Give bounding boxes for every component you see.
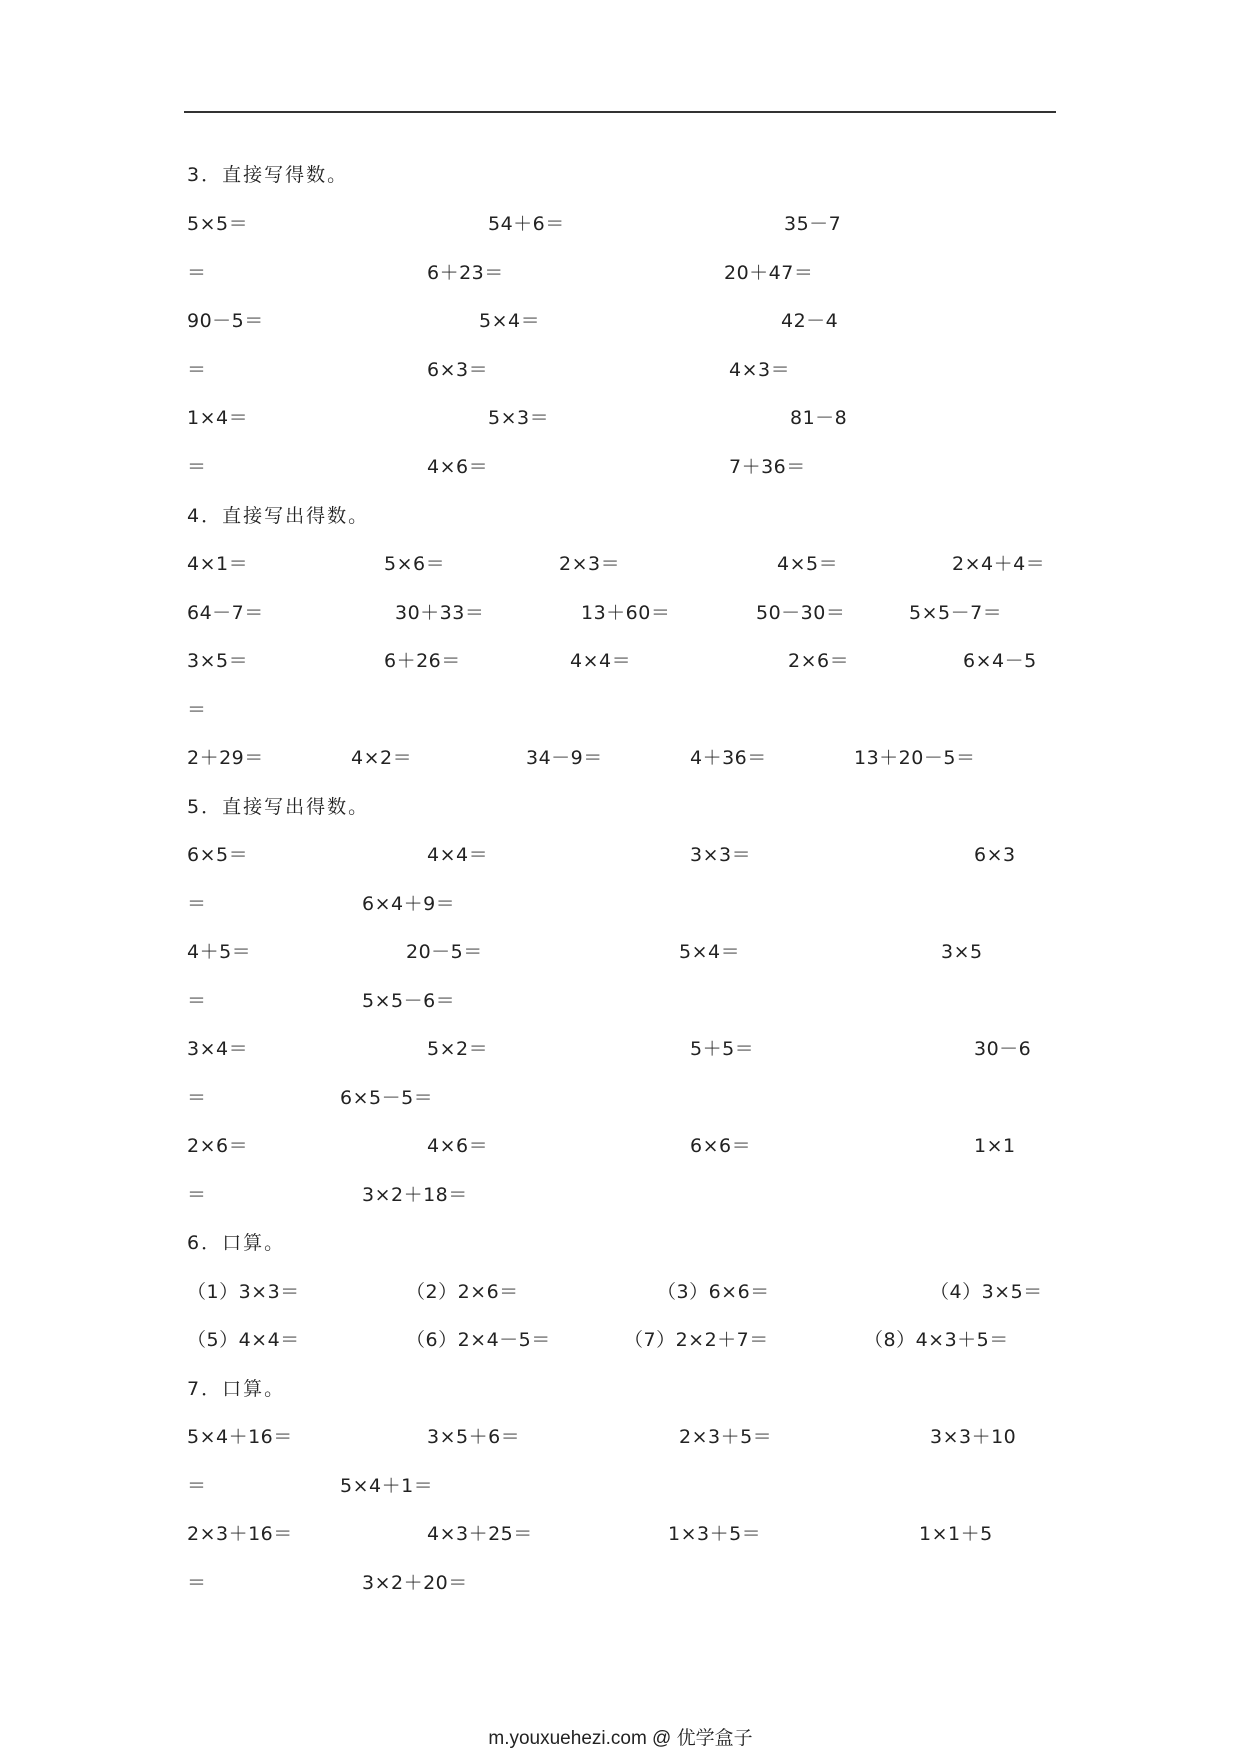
- problem: 5×3＝: [488, 407, 550, 429]
- problem: 4×6＝: [427, 456, 489, 478]
- problem: 4×4＝: [570, 650, 632, 672]
- problem: 50－30＝: [756, 602, 846, 624]
- problem: 4×3＋25＝: [427, 1523, 533, 1545]
- problem: 6×5＝: [187, 844, 249, 866]
- problem: 5×4＋16＝: [187, 1426, 293, 1448]
- problem: 4＋36＝: [690, 747, 767, 769]
- problem: 30－6: [974, 1038, 1032, 1060]
- problem: ＝: [187, 359, 207, 381]
- problem: ＝: [187, 1475, 207, 1497]
- problem: 5×2＝: [427, 1038, 489, 1060]
- problem: 2×6＝: [187, 1135, 249, 1157]
- problem: ＝: [187, 990, 207, 1012]
- section-5-heading: 5．直接写出得数。: [187, 796, 370, 818]
- problem: （1）3×3＝: [187, 1281, 300, 1303]
- problem: 7＋36＝: [729, 456, 806, 478]
- problem: （2）2×6＝: [406, 1281, 519, 1303]
- problem: 3×2＋20＝: [362, 1572, 468, 1594]
- problem: 1×3＋5＝: [668, 1523, 762, 1545]
- problem: ＝: [187, 1572, 207, 1594]
- problem: 34－9＝: [526, 747, 603, 769]
- problem: 5×5＝: [187, 213, 249, 235]
- problem: 6×5－5＝: [340, 1087, 434, 1109]
- problem: 6＋26＝: [384, 650, 461, 672]
- problem: 2×4＋4＝: [952, 553, 1046, 575]
- problem: 5×4＋1＝: [340, 1475, 434, 1497]
- problem: 81－8: [790, 407, 848, 429]
- problem: 3×2＋18＝: [362, 1184, 468, 1206]
- problem: 20－5＝: [406, 941, 483, 963]
- problem: 3×4＝: [187, 1038, 249, 1060]
- problem: 64－7＝: [187, 602, 264, 624]
- problem: （6）2×4－5＝: [406, 1329, 551, 1351]
- problem: ＝: [187, 893, 207, 915]
- problem: 4×5＝: [777, 553, 839, 575]
- problem: ＝: [187, 1087, 207, 1109]
- problem: 1×1: [974, 1135, 1016, 1157]
- problem: 3×5＝: [187, 650, 249, 672]
- problem: 3×3＋10: [930, 1426, 1017, 1448]
- problem: 13＋20－5＝: [854, 747, 976, 769]
- problem: 1×4＝: [187, 407, 249, 429]
- problem: 2＋29＝: [187, 747, 264, 769]
- problem: （5）4×4＝: [187, 1329, 300, 1351]
- problem: ＝: [187, 699, 207, 721]
- problem: 4×1＝: [187, 553, 249, 575]
- problem: 4×3＝: [729, 359, 791, 381]
- problem: 5＋5＝: [690, 1038, 755, 1060]
- problem: 42－4: [781, 310, 839, 332]
- problem: 5×4＝: [479, 310, 541, 332]
- problem: 2×6＝: [788, 650, 850, 672]
- problem: 30＋33＝: [395, 602, 485, 624]
- problem: （7）2×2＋7＝: [624, 1329, 769, 1351]
- problem: 6×3: [974, 844, 1016, 866]
- problem: （8）4×3＋5＝: [864, 1329, 1009, 1351]
- section-7-heading: 7．口算。: [187, 1378, 286, 1400]
- problem: 5×4＝: [679, 941, 741, 963]
- section-3-heading: 3．直接写得数。: [187, 164, 349, 186]
- problem: 4×2＝: [351, 747, 413, 769]
- problem: ＝: [187, 1184, 207, 1206]
- problem: 4×4＝: [427, 844, 489, 866]
- section-4-heading: 4．直接写出得数。: [187, 505, 370, 527]
- problem: ＝: [187, 262, 207, 284]
- problem: 3×5: [941, 941, 983, 963]
- problem: ＝: [187, 456, 207, 478]
- problem: 90－5＝: [187, 310, 264, 332]
- problem: （4）3×5＝: [930, 1281, 1043, 1303]
- problem: 3×5＋6＝: [427, 1426, 521, 1448]
- section-6-heading: 6．口算。: [187, 1232, 286, 1254]
- header-rule: [184, 111, 1056, 113]
- problem: 6×4＋9＝: [362, 893, 456, 915]
- problem: 20＋47＝: [724, 262, 814, 284]
- problem: 2×3＋16＝: [187, 1523, 293, 1545]
- problem: 13＋60＝: [581, 602, 671, 624]
- problem: 2×3＋5＝: [679, 1426, 773, 1448]
- problem: 6＋23＝: [427, 262, 504, 284]
- problem: 35－7: [784, 213, 842, 235]
- problem: 4＋5＝: [187, 941, 252, 963]
- problem: 1×1＋5: [919, 1523, 993, 1545]
- problem: 6×4－5: [963, 650, 1037, 672]
- problem: 3×3＝: [690, 844, 752, 866]
- problem: 4×6＝: [427, 1135, 489, 1157]
- problem: （3）6×6＝: [657, 1281, 770, 1303]
- problem: 6×3＝: [427, 359, 489, 381]
- footer-watermark: m.youxuehezi.com @ 优学盒子: [488, 1728, 753, 1749]
- problem: 54＋6＝: [488, 213, 565, 235]
- problem: 5×5－7＝: [909, 602, 1003, 624]
- problem: 5×6＝: [384, 553, 446, 575]
- problem: 5×5－6＝: [362, 990, 456, 1012]
- problem: 2×3＝: [559, 553, 621, 575]
- problem: 6×6＝: [690, 1135, 752, 1157]
